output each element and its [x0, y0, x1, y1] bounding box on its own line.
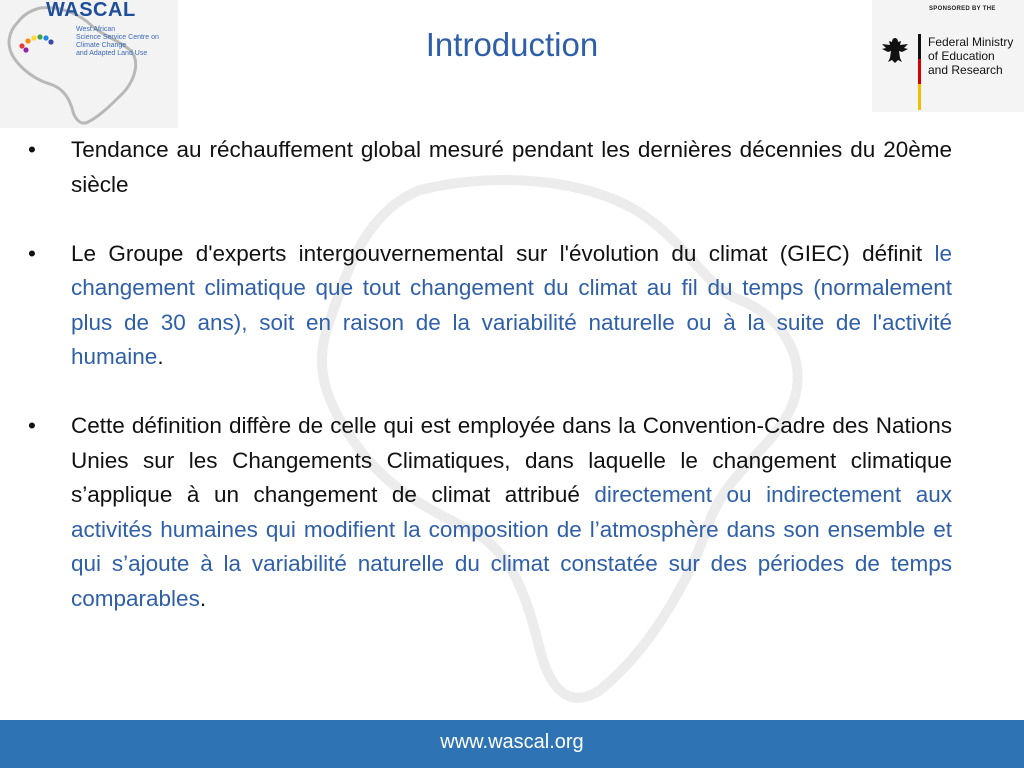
wascal-logo-subtitle: West African Science Service Centre on Climate Change and Adapted Land Use [76, 26, 159, 57]
bullet-item-1 [28, 133, 952, 202]
bullet-text: Tendance au réchauffement global mesuré pendant les dernières décennies du 20ème siècle [71, 137, 952, 197]
bullet-item-3 [28, 409, 952, 616]
bullet-text-end: . [157, 344, 164, 369]
bullet-highlight: le changement climatique que tout changement du climat au fil du temps (normalement plus de 30 ans), soit en raison de la variabilité naturelle ou à la suite de l'activité humaine [71, 240, 952, 369]
bullet-item-2 [28, 237, 952, 375]
bullet-text-end: . [199, 585, 207, 611]
footer-url-link[interactable]: www.wascal.org [440, 731, 584, 753]
sponsor-label: SPONSORED BY THE [929, 6, 996, 12]
slide-title: Introduction [425, 26, 599, 63]
wascal-logo [0, 0, 178, 128]
footer-bar [0, 720, 1024, 768]
bullet-highlight: directement ou indirectement aux activités humaines qui modifient la composition de l’atmosphère dans son ensemble et qui s’ajoute à la variabilité naturelle du climat constatée sur des périodes de temps comparables [71, 482, 952, 611]
bullet-icon: • [28, 137, 36, 162]
sponsor-name: Federal Ministry of Education and Research [928, 35, 1014, 77]
bullet-text: Le Groupe d'experts intergouvernemental sur l'évolution du climat (GIEC) définit [71, 240, 935, 266]
bullet-icon: • [28, 240, 36, 266]
bullet-list [28, 133, 952, 651]
wascal-logo-name: WASCAL [46, 0, 136, 21]
bullet-icon: • [28, 413, 36, 438]
bullet-text: Cette définition diffère de celle qui est employée dans la Convention-Cadre des Nations Unies sur les Changements Climatiques, dans laquelle le changement climatique s’applique à un changement de climat attribué [71, 413, 952, 507]
